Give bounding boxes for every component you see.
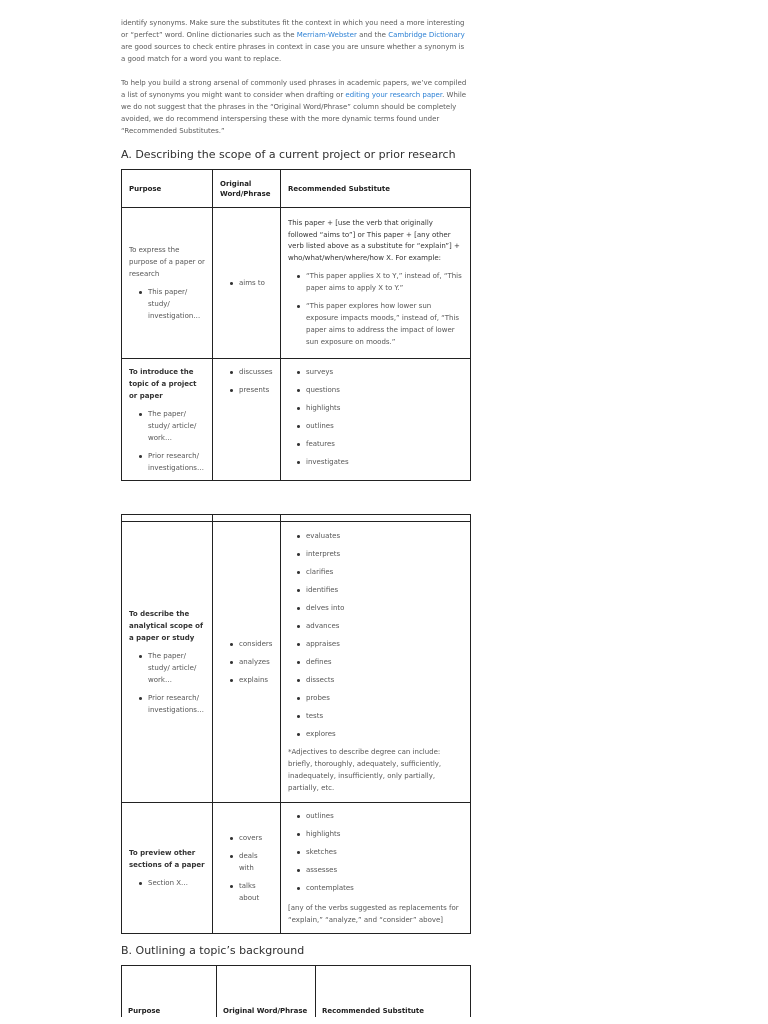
substitute-list (288, 366, 463, 468)
intro-p1-text-b: and the (356, 31, 389, 39)
list-item: features (306, 438, 463, 450)
substitute-cell (281, 208, 471, 359)
substitute-cell (281, 359, 471, 481)
header-purpose: Purpose (122, 170, 213, 208)
list-item: This paper/ study/ investigation… (148, 286, 205, 322)
list-item: dissects (306, 674, 463, 686)
list-item: The paper/ study/ article/ work… (148, 408, 205, 444)
scope-table-part-1 (121, 169, 471, 481)
table-top-row (122, 966, 471, 977)
intro-p1-text-c: are good sources to check entire phrases in context in case you are unsure whether a synonym is a good match for a word you want to replace. (121, 43, 465, 63)
original-cell (213, 803, 281, 934)
list-item: “This paper explores how lower sun exposure impacts moods,” instead of, “This paper aims to address the impact of lower sun exposure on moods.” (306, 300, 463, 348)
intro-p1-text-a: identify synonyms. Make sure the substitutes fit the context in which you need a more interesting or “perfect” word. Online dictionaries such as the (121, 19, 465, 39)
list-item: presents (239, 384, 272, 396)
section-b-title: B. Outlining a topic’s background (121, 944, 305, 957)
substitute-list (288, 270, 463, 348)
list-item: Section X… (148, 877, 205, 889)
original-list (221, 832, 272, 904)
list-item: sketches (306, 846, 463, 858)
table-header-row (122, 977, 471, 1017)
purpose-text: To describe the analytical scope of a paper or study (129, 610, 204, 642)
substitute-list (288, 810, 463, 894)
list-item: evaluates (306, 530, 463, 542)
merriam-webster-link[interactable]: Merriam-Webster (296, 31, 357, 39)
list-item: highlights (306, 402, 463, 414)
verbs-note: [any of the verbs suggested as replacements for “explain,” “analyze,” and “consider” above] (288, 904, 459, 924)
purpose-list (129, 650, 205, 716)
intro-paragraph-2 (121, 77, 470, 137)
list-item: surveys (306, 366, 463, 378)
original-cell (213, 359, 281, 481)
editing-research-paper-link[interactable]: editing your research paper (345, 91, 443, 99)
table-row (122, 208, 471, 359)
substitute-text: This paper + [use the verb that originally followed “aims to”] or This paper + [any other verb listed above as a substitute for “explain”] + who/what/when/where/how X. For example: (288, 219, 460, 262)
list-item: considers (239, 640, 273, 648)
cambridge-dictionary-link[interactable]: Cambridge Dictionary (388, 31, 465, 39)
table-continuation-row (122, 515, 471, 522)
purpose-cell (122, 522, 213, 803)
intro-paragraph-1 (121, 17, 470, 65)
table-row (122, 803, 471, 934)
intro-p2-text-b: . While we do not suggest that the phrases in the “Original Word/Phrase” column should be completely avoided, we do recommend interspersing these with the more dynamic terms found under “Recommended Substitutes.” (121, 91, 467, 135)
list-item: Prior research/ investigations… (148, 452, 204, 472)
list-item: identifies (306, 584, 463, 596)
list-item: The paper/ study/ article/ work… (148, 650, 205, 686)
table-row (122, 522, 471, 803)
list-item: deals with (239, 850, 267, 874)
substitute-cell (281, 522, 471, 803)
purpose-cell (122, 208, 213, 359)
list-item: assesses (306, 864, 463, 876)
list-item: highlights (306, 828, 463, 840)
background-table (121, 965, 471, 1017)
list-item: “This paper applies X to Y,” instead of, “This paper aims to apply X to Y.” (306, 272, 462, 292)
list-item: covers (239, 834, 263, 842)
list-item: delves into (306, 602, 463, 614)
scope-table-part-2 (121, 514, 471, 934)
intro-p2-text-a: To help you build a strong arsenal of commonly used phrases in academic papers, we’ve compiled a list of synonyms you might want to consider when drafting or (121, 79, 467, 99)
list-item: probes (306, 692, 463, 704)
purpose-text: To preview other sections of a paper (129, 849, 205, 869)
purpose-list (129, 286, 205, 322)
header-original: Original Word/Phrase (223, 1006, 308, 1015)
substitute-cell (281, 803, 471, 934)
purpose-cell (122, 803, 213, 934)
list-item: interprets (306, 548, 463, 560)
substitute-list (288, 530, 463, 740)
original-cell (213, 208, 281, 359)
list-item: Prior research/ investigations… (148, 694, 204, 714)
table-header-row (122, 170, 471, 208)
list-item: questions (306, 384, 463, 396)
section-a-title: A. Describing the scope of a current project or prior research (121, 148, 456, 161)
list-item: defines (306, 656, 463, 668)
original-cell (213, 522, 281, 803)
list-item: tests (306, 710, 463, 722)
purpose-list (129, 408, 205, 474)
list-item: outlines (306, 810, 463, 822)
list-item: explores (306, 728, 463, 740)
original-list (221, 277, 272, 289)
list-item: analyzes (239, 656, 272, 668)
list-item: advances (306, 620, 463, 632)
adjectives-note: *Adjectives to describe degree can include: briefly, thoroughly, adequately, sufficiently, inadequately, insufficiently, only partially, partially, etc. (288, 748, 442, 792)
original-list (221, 638, 272, 686)
list-item: aims to (239, 277, 272, 289)
list-item: talks about (239, 880, 267, 904)
purpose-cell (122, 359, 213, 481)
table-row (122, 359, 471, 481)
purpose-text: To introduce the topic of a project or paper (129, 368, 197, 400)
original-list (221, 366, 272, 396)
list-item: outlines (306, 420, 463, 432)
list-item: explains (239, 674, 272, 686)
list-item: investigates (306, 456, 463, 468)
list-item: contemplates (306, 882, 463, 894)
list-item: clarifies (306, 566, 463, 578)
purpose-list (129, 877, 205, 889)
header-substitute: Recommended Substitute (281, 170, 471, 208)
list-item: discusses (239, 368, 273, 376)
list-item: appraises (306, 638, 463, 650)
purpose-text: To express the purpose of a paper or research (129, 246, 205, 278)
header-purpose: Purpose (128, 1006, 161, 1015)
header-original: Original Word/Phrase (213, 170, 281, 208)
header-substitute: Recommended Substitute (322, 1006, 424, 1015)
